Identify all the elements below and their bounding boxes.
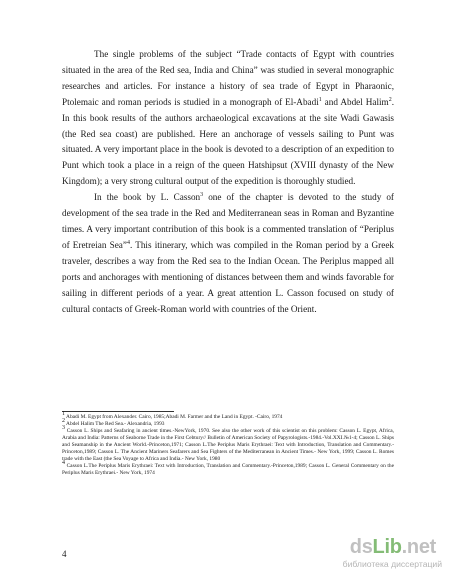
paragraph-2-part-2: one of the chapter is devoted to the study of development of the sea trade in the Red and Mediterranean seas in Roman and Byzantine times. A very important contribution of this book is a commented translation of “Periplus of Eretreian Sea”: [62, 192, 394, 250]
footnotes: [62, 411, 394, 477]
page-number: 4: [62, 549, 67, 559]
footnote-number: 3: [62, 425, 65, 432]
footnote-ref-3[interactable]: 3: [200, 192, 204, 199]
watermark-brand-accent: Lib: [372, 536, 402, 558]
footnote-divider: [62, 411, 174, 412]
footnote: [62, 411, 394, 421]
footnote-ref-1[interactable]: 1: [318, 96, 322, 103]
footnote: [62, 425, 394, 463]
footnote-ref-2[interactable]: 2: [388, 96, 392, 103]
footnote-number: 2: [62, 418, 65, 425]
paragraph-1-part-3: . In this book results of the authors archaeological excavations at the site Wadi Gawasis (the Red sea coast) are published. Here an anchorage of vessels sailing to Punt was situated. A very important place in the book is devoted to a description of an expedition to Punt which took a place in a reign of the queen Hatshipsut (XVIII dynasty of the New Kingdom); a very strong cultural output of the expedition is thoroughly studied.: [62, 96, 394, 187]
watermark-logo: [350, 536, 436, 558]
dslib-watermark: [330, 536, 442, 576]
paragraph-1: [62, 47, 394, 190]
paragraph-2-part-3: . This itinerary, which was compiled in the Roman period by a Greek traveler, describes a way from the Red sea to the Indian Ocean. The Periplus mapped all ports and anchorages with mentioning of distances between them and winds favorable for sailing in different periods of a year. A great attention L. Casson focused on study of cultural contacts of Greek-Roman world with countries of the Orient.: [62, 239, 394, 314]
paragraph-2: [62, 190, 394, 317]
footnote: [62, 460, 394, 477]
footnote-text: Casson L.The Periplus Maris Erythraei: Text with Introduction, Translation and Commentary.-Princeton,1989; Casson L. General Commentary on the Periplus Maris Erythraei.- New York, 1974: [62, 463, 394, 477]
footnote-number: 1: [62, 411, 65, 418]
watermark-subtitle: библиотека диссертаций: [342, 559, 442, 569]
paragraph-1-part-2: and Abdel Halim: [321, 96, 389, 107]
footnote-number: 4: [62, 460, 65, 467]
paragraph-2-part-1: In the book by L. Casson: [94, 192, 201, 203]
footnote-text: Abdel Halim The Red Sea.- Alexandria, 1993: [65, 421, 165, 428]
watermark-brand-prefix: ds: [349, 536, 373, 558]
watermark-brand-suffix: .net: [401, 536, 436, 558]
paragraph-1-part-1: The single problems of the subject “Trade contacts of Egypt with countries situated in the area of the Red sea, India and China” was studied in several monographic researches and articles. For instance a history of sea trade of Egypt in Pharaonic, Ptolemaic and roman periods is studied in a monograph of El-Abadi: [62, 49, 394, 107]
footnote-text: Abadi M. Egypt from Alexander. Cairo, 1985;Abadi M. Farmer and the Land in Egypt. -Cairo, 1974: [65, 414, 283, 420]
footnote-text: Casson L. Ships and Seafaring in ancient times.-NewYork, 1970. See also the other work of this scientist on this problem: Casson L. Egypt, Africa, Arabia and India: Patterns of Seaborne Trade in the First Cebtury// Bulletin of American Society of Papyrologists.-1984.-Vol.XXI.№1-4; Casson L. Ships and Seamanship in the Ancient World.-Princeton,1971; Casson L.The Periplus Maris Erythraei: Text with Introduction, Translation and Commentary.-Princeton,1989; Casson L. The Ancient Mariners Seafarers and Sea Fighters of the Mediterranean in Ancient Times.- New York, 1999; Casson L. Romes trade with the East (the Sea Voyage to Africa and India.- New York, 1980: [62, 428, 394, 463]
body-text: [62, 47, 394, 317]
footnote-ref-4[interactable]: 4: [126, 239, 130, 246]
